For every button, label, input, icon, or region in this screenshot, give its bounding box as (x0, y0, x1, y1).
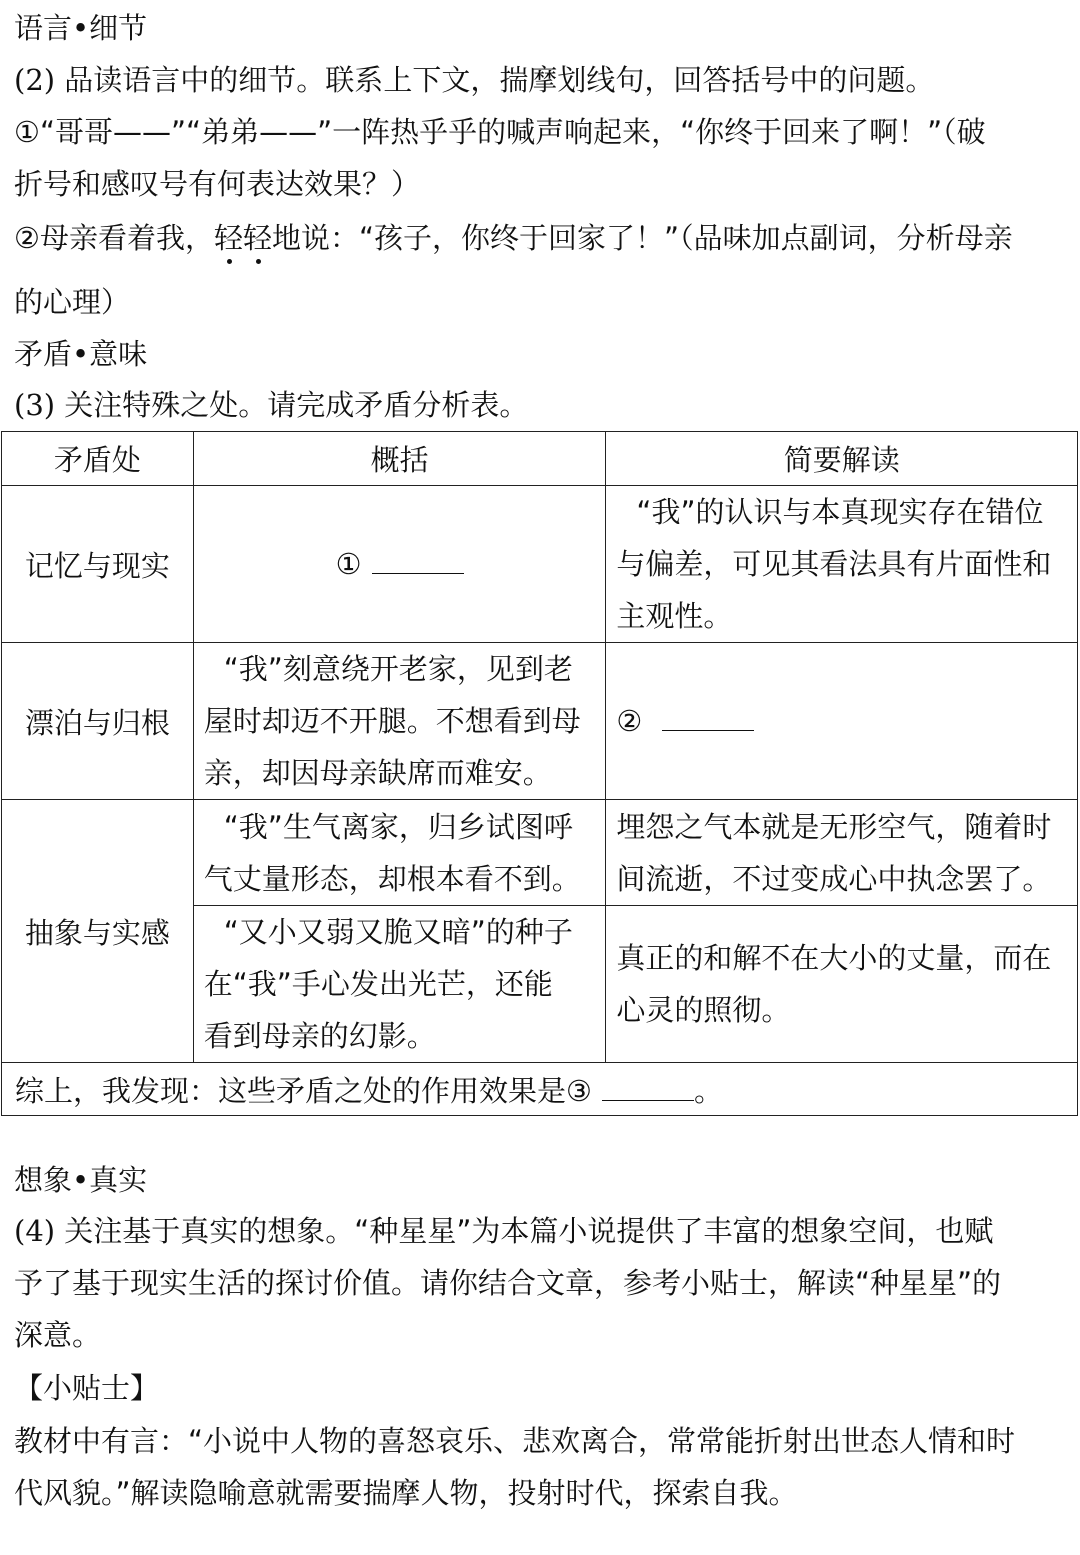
question-4-line-3: 深意。 (14, 1318, 102, 1352)
question-3-text: 关注特殊之处。请完成矛盾分析表。 (55, 388, 529, 422)
summary-cell (193, 906, 606, 1063)
answer-blank-3[interactable] (602, 1078, 694, 1101)
question-2-prompt (14, 60, 934, 100)
section-title-imagination-reality: 想象•真实 (14, 1163, 148, 1197)
question-3-prompt (14, 385, 528, 425)
section-title-contradiction-meaning: 矛盾•意味 (14, 337, 148, 371)
question-4-line-2: 予了基于现实生活的探讨价值。请你结合文章，参考小贴士，解读“种星星”的 (14, 1266, 1002, 1300)
summary-text-line: “又小又弱又脆又暗”的种子 (223, 915, 573, 949)
table-row (2, 643, 1078, 800)
table-row (2, 800, 1078, 906)
table-summary-row (2, 1063, 1078, 1116)
emphasis-dotted-char: 轻 (214, 218, 243, 258)
table-header-summary: 概括 (193, 432, 606, 486)
section-title-language-detail: 语言•细节 (14, 11, 148, 45)
question-2-number: (2) (14, 63, 56, 97)
summary-text-line: 看到母亲的幻影。 (203, 1019, 436, 1053)
contradiction-analysis-table (1, 431, 1078, 1116)
reading-cell (606, 486, 1078, 643)
reading-text-line: 埋怨之气本就是无形空气，随着时 (616, 809, 1052, 844)
blank-answer-1-cell (193, 486, 606, 643)
emphasis-dotted-char: 轻 (243, 218, 272, 258)
question-2-item-1-line-1: ①“哥哥——”“弟弟——”一阵热乎乎的喊声响起来，“你终于回来了啊！”（破 (14, 115, 986, 149)
blank-answer-2-cell (606, 643, 1078, 800)
tip-line-2: 代风貌。”解读隐喻意就需要揣摩人物，投射时代，探索自我。 (14, 1476, 798, 1510)
blank-marker-2: ② (616, 704, 643, 738)
question-4-number: (4) (14, 1214, 56, 1248)
question-2-item-2-line-2: 的心理） (14, 285, 131, 319)
summary-cell (193, 643, 606, 800)
row-label-memory-reality: 记忆与现实 (2, 486, 194, 643)
answer-blank-2[interactable] (662, 708, 754, 731)
reading-cell (606, 800, 1078, 906)
row-label-abstract-concrete: 抽象与实感 (2, 800, 194, 1063)
conclusion-end: 。 (694, 1073, 724, 1108)
tip-title: 【小贴士】 (14, 1371, 160, 1405)
reading-text-line: 心灵的照彻。 (616, 993, 791, 1027)
table-header-contradiction: 矛盾处 (2, 432, 194, 486)
conclusion-text: 综上，我发现：这些矛盾之处的作用效果是③ (15, 1073, 592, 1108)
row-label-drifting-roots: 漂泊与归根 (2, 643, 194, 800)
summary-text-line: 气丈量形态，却根本看不到。 (203, 861, 581, 896)
question-3-number: (3) (14, 388, 56, 422)
question-4-line-1 (14, 1211, 993, 1251)
summary-text-line: 屋时却迈不开腿。不想看到母 (203, 704, 581, 738)
table-header-reading: 简要解读 (606, 432, 1078, 486)
table-row (2, 486, 1078, 643)
reading-text-line: 真正的和解不在大小的丈量，而在 (616, 941, 1052, 975)
summary-text-line: 亲，却因母亲缺席而难安。 (203, 756, 552, 790)
item-2-suffix: 地说：“孩子，你终于回家了！”（品味加点副词，分析母亲 (272, 221, 1013, 255)
reading-text-line: 间流逝，不过变成心中执念罢了。 (616, 861, 1052, 896)
question-2-item-1-line-2: 折号和感叹号有何表达效果？） (14, 167, 421, 201)
summary-conclusion-cell (2, 1063, 1078, 1116)
reading-text-line: 与偏差，可见其看法具有片面性和 (616, 547, 1052, 581)
summary-text-line: 在“我”手心发出光芒，还能 (203, 967, 553, 1001)
question-2-text: 品读语言中的细节。联系上下文，揣摩划线句，回答括号中的问题。 (55, 63, 935, 97)
blank-marker-1: ① (335, 547, 362, 581)
summary-cell (193, 800, 606, 906)
reading-text-line: 主观性。 (616, 599, 733, 633)
question-4-text: 关注基于真实的想象。“种星星”为本篇小说提供了丰富的想象空间，也赋 (55, 1214, 994, 1248)
reading-cell (606, 906, 1078, 1063)
tip-line-1: 教材中有言：“小说中人物的喜怒哀乐、悲欢离合，常常能折射出世态人情和时 (14, 1424, 1016, 1458)
question-2-item-2-line-1 (14, 218, 1013, 258)
answer-blank-1[interactable] (372, 551, 464, 574)
reading-text-line: “我”的认识与本真现实存在错位 (636, 495, 1044, 529)
item-2-prefix: ②母亲看着我， (14, 221, 214, 255)
table-header-row (2, 432, 1078, 486)
summary-text-line: “我”刻意绕开老家，见到老 (223, 652, 573, 686)
summary-text-line: “我”生气离家，归乡试图呼 (223, 809, 573, 844)
